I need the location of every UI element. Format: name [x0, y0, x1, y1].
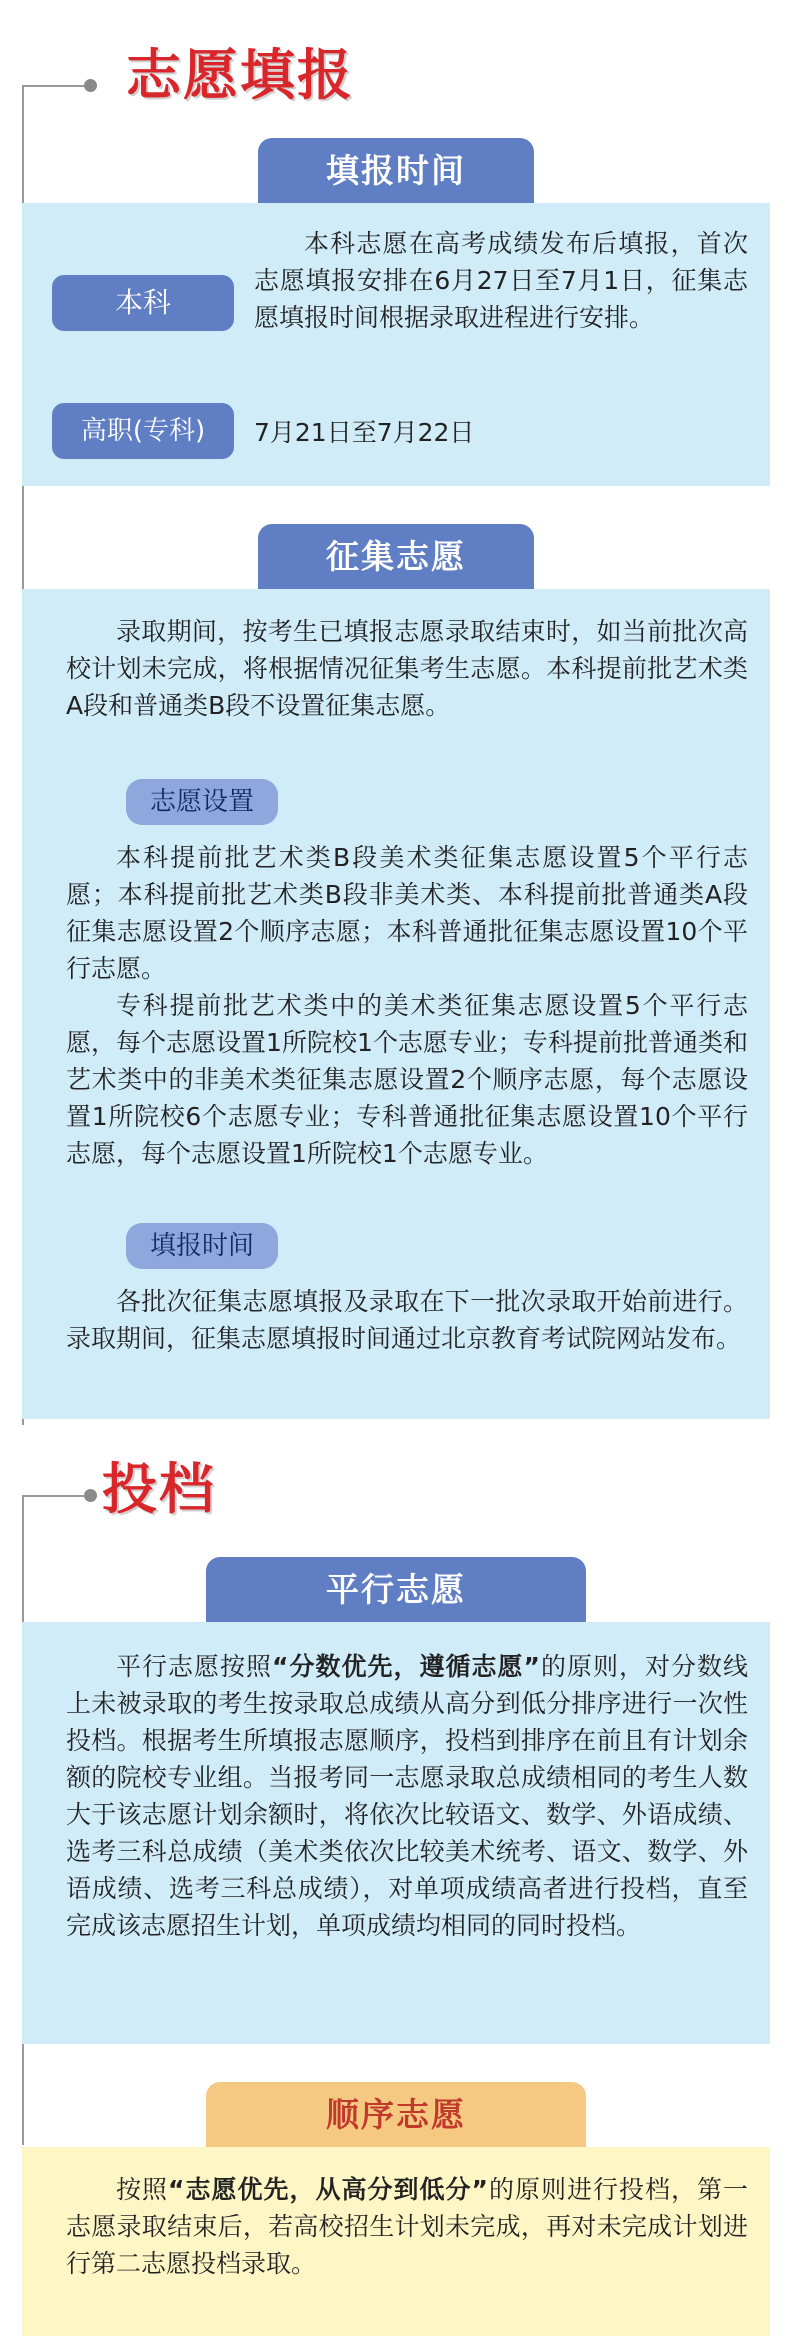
panel-fill-time	[22, 203, 770, 486]
sequential-text-post: 的原则进行投档，第一志愿录取结束后，若高校招生计划未完成，再对未完成计划进行第二志愿投档录取。	[66, 2175, 748, 2278]
panel-supplementary	[22, 589, 770, 1419]
panel-parallel	[22, 1622, 770, 2044]
timeline-dot-1	[84, 79, 97, 92]
parallel-paragraph	[66, 1648, 748, 1944]
section-title-application: 志愿填报	[126, 43, 355, 107]
label-setting: 志愿设置	[126, 779, 278, 825]
timeline-connector-1	[22, 85, 84, 87]
undergrad-text: 本科志愿在高考成绩发布后填报，首次志愿填报安排在6月27日至7月1日，征集志愿填报时间根据录取进程进行安排。	[254, 229, 748, 332]
tab-parallel: 平行志愿	[206, 1557, 586, 1623]
parallel-text-pre: 平行志愿按照	[116, 1652, 273, 1681]
vocational-text: 7月21日至7月22日	[254, 418, 475, 447]
sequential-principle: “志愿优先，从高分到低分”	[168, 2175, 488, 2204]
label-time: 填报时间	[126, 1223, 278, 1269]
section-title-submission: 投档	[102, 1457, 217, 1521]
tab-sequential: 顺序志愿	[206, 2082, 586, 2148]
supplementary-intro: 录取期间，按考生已填报志愿录取结束时，如当前批次高校计划未完成，将根据情况征集考生志愿。本科提前批艺术类A段和普通类B段不设置征集志愿。	[66, 617, 748, 720]
sequential-paragraph	[66, 2171, 748, 2282]
panel-sequential	[22, 2147, 770, 2336]
tab-supplementary: 征集志愿	[258, 524, 534, 590]
setting-paragraph-2: 专科提前批艺术类中的美术类征集志愿设置5个平行志愿，每个志愿设置1所院校1个志愿专业；专科提前批普通类和艺术类中的非美术类征集志愿设置2个顺序志愿，每个志愿设置1所院校6个志愿专业；专科普通批征集志愿设置10个平行志愿，每个志愿设置1所院校1个志愿专业。	[66, 991, 748, 1168]
parallel-principle: “分数优先，遵循志愿”	[272, 1652, 540, 1681]
timeline-dot-2	[84, 1489, 97, 1502]
sequential-text-pre: 按照	[116, 2175, 169, 2204]
label-vocational: 高职(专科)	[52, 403, 234, 459]
timeline-connector-2	[22, 1495, 84, 1497]
label-undergrad: 本科	[52, 275, 234, 331]
tab-fill-time: 填报时间	[258, 138, 534, 204]
setting-paragraph-1: 本科提前批艺术类B段美术类征集志愿设置5个平行志愿；本科提前批艺术类B段非美术类、本科提前批普通类A段征集志愿设置2个顺序志愿；本科普通批征集志愿设置10个平行志愿。	[66, 843, 748, 983]
parallel-text-post: 的原则，对分数线上未被录取的考生按录取总成绩从高分到低分排序进行一次性投档。根据考生所填报志愿顺序，投档到排序在前且有计划余额的院校专业组。当报考同一志愿录取总成绩相同的考生人数大于该志愿计划余额时，将依次比较语文、数学、外语成绩、选考三科总成绩（美术类依次比较美术统考、语文、数学、外语成绩、选考三科总成绩），对单项成绩高者进行投档，直至完成该志愿招生计划，单项成绩均相同的同时投档。	[66, 1652, 748, 1940]
time-paragraph: 各批次征集志愿填报及录取在下一批次录取开始前进行。录取期间，征集志愿填报时间通过北京教育考试院网站发布。	[66, 1287, 748, 1353]
